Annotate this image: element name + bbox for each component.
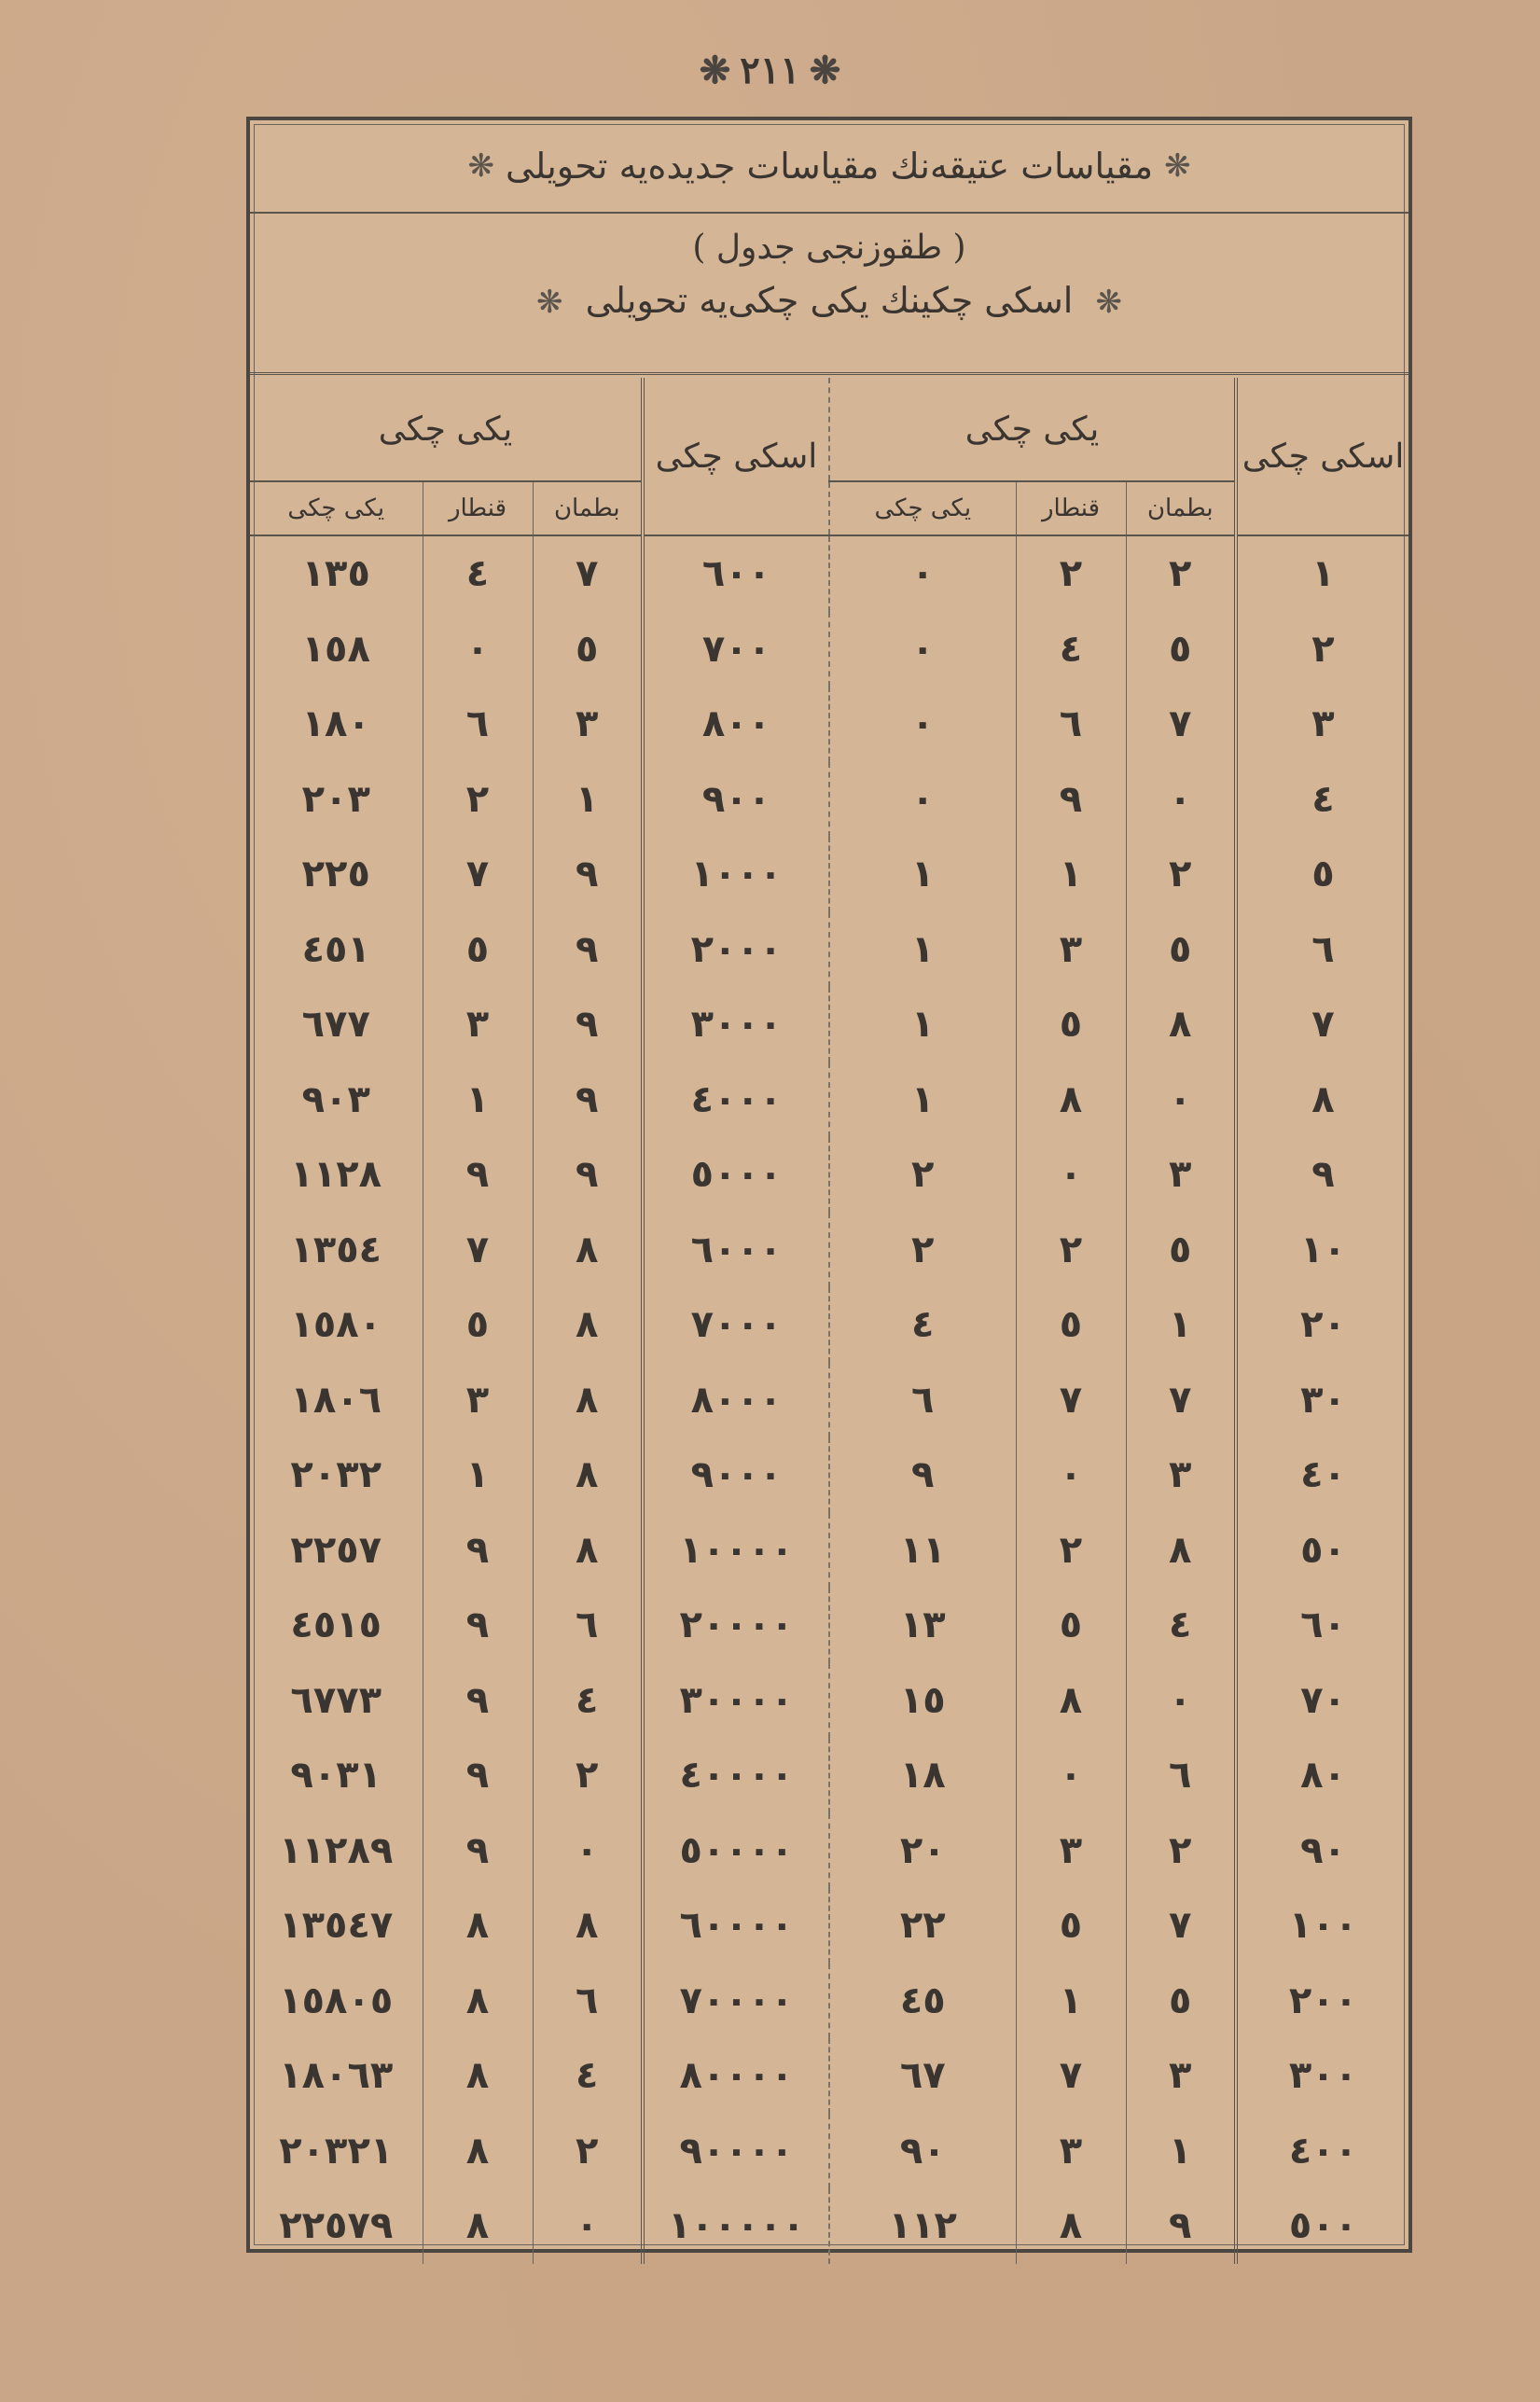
cell-kantar-right: ٥ [1016,1287,1126,1363]
cell-kantar-left: ٨ [423,2038,533,2114]
cell-old-ceki-left: ٣٠٠٠ [643,987,829,1062]
cell-batman-left: ٨ [533,1437,643,1513]
cell-new-ceki-right: ٩ [829,1437,1016,1513]
cell-batman-right: ٧ [1126,687,1236,762]
cell-batman-left: ٩ [533,1137,643,1213]
cell-batman-right: ٢ [1126,837,1236,912]
cell-kantar-right: ٠ [1016,1437,1126,1513]
cell-new-ceki-right: ٠ [829,612,1016,687]
table-row [250,535,1408,612]
cell-batman-right: ٢ [1126,1813,1236,1889]
cell-kantar-left: ٧ [423,837,533,912]
cell-kantar-right: ٨ [1016,1663,1126,1739]
cell-batman-left: ٢ [533,2114,643,2189]
conversion-table [250,378,1408,2264]
cell-kantar-left: ٥ [423,912,533,988]
cell-batman-right: ١ [1126,2114,1236,2189]
cell-new-ceki-left: ١١٢٨٩ [279,1828,394,1872]
cell-kantar-left: ٣ [423,1363,533,1438]
cell-batman-right: ٣ [1126,1137,1236,1213]
cell-new-ceki-left: ٢٢٥٧ [290,1528,382,1572]
cell-kantar-right: ٢ [1016,1213,1126,1288]
cell-batman-right: ٥ [1126,1964,1236,2039]
table-row [250,837,1408,912]
page-number-text: ٢١١ [740,49,800,92]
table-row [250,987,1408,1062]
cell-old-ceki-right: ٨ [1236,1062,1408,1138]
cell-new-ceki-left: ٢٠٣٢١ [279,2129,394,2173]
cell-old-ceki-right: ٦ [1236,912,1408,988]
cell-old-ceki-left: ٧٠٠٠ [643,1287,829,1363]
cell-batman-left: ٦ [533,1588,643,1663]
ornament-icon: ❋ [536,284,563,321]
cell-old-ceki-right: ٥٠٠ [1236,2188,1408,2264]
cell-batman-right: ١ [1126,1287,1236,1363]
cell-batman-left: ٨ [533,1363,643,1438]
cell-new-ceki-left: ٦٧٧ [301,1003,370,1047]
cell-new-ceki-right: ٢٠ [829,1813,1016,1889]
cell-old-ceki-left: ٤٠٠٠ [643,1062,829,1138]
cell-batman-right: ٥ [1126,912,1236,988]
cell-new-ceki-left: ١٥٨٠ [290,1303,382,1347]
cell-kantar-left: ٦ [423,687,533,762]
table-row [250,1588,1408,1663]
cell-batman-left: ٦ [533,1964,643,2039]
cell-new-ceki-right: ٢ [829,1137,1016,1213]
cell-old-ceki-left: ٧٠٠٠٠ [643,1964,829,2039]
cell-old-ceki-right: ٢ [1236,612,1408,687]
cell-old-ceki-right: ٣٠ [1236,1363,1408,1438]
table-row [250,612,1408,687]
cell-old-ceki-left: ١٠٠٠٠٠ [643,2188,829,2264]
cell-old-ceki-right: ١٠٠ [1236,1888,1408,1964]
cell-old-ceki-right: ٢٠٠ [1236,1964,1408,2039]
table-row [250,1813,1408,1889]
cell-kantar-right: ٥ [1016,1888,1126,1964]
cell-new-ceki-left: ١٨٠٦٣ [279,2054,394,2098]
cell-old-ceki-left: ٤٠٠٠٠ [643,1738,829,1813]
cell-old-ceki-right: ٦٠ [1236,1588,1408,1663]
cell-kantar-left: ٨ [423,1888,533,1964]
header-new-ceki-group-left: یکی چکی [250,378,643,481]
cell-kantar-left: ٨ [423,2114,533,2189]
cell-old-ceki-right: ٨٠ [1236,1738,1408,1813]
cell-old-ceki-left: ٣٠٠٠٠ [643,1663,829,1739]
header-new-ceki-left: یکی چکی [250,481,423,535]
table-row [250,1513,1408,1589]
cell-kantar-right: ٣ [1016,2114,1126,2189]
cell-batman-left: ٧ [533,535,643,612]
header-old-ceki-left: اسکی چکی [643,378,829,535]
ornament-icon: ❋ [1164,147,1191,185]
ornament-icon: ❋ [699,49,731,92]
cell-old-ceki-left: ٩٠٠٠ [643,1437,829,1513]
cell-batman-right: ٨ [1126,1513,1236,1589]
cell-kantar-left: ٧ [423,1213,533,1288]
cell-batman-left: ٥ [533,612,643,687]
cell-batman-left: ٨ [533,1287,643,1363]
cell-batman-left: ٢ [533,1738,643,1813]
page-title: مقیاسات عتیقه‌نك مقیاسات جدیده‌یه تحویلی [505,146,1154,187]
cell-old-ceki-right: ٧ [1236,987,1408,1062]
header-old-ceki-right: اسکی چکی [1236,378,1408,535]
cell-batman-right: ٣ [1126,2038,1236,2114]
cell-batman-right: ٢ [1126,535,1236,612]
cell-new-ceki-right: ١ [829,912,1016,988]
cell-old-ceki-left: ١٠٠٠٠ [643,1513,829,1589]
cell-new-ceki-right: ١٥ [829,1663,1016,1739]
cell-batman-right: ٧ [1126,1888,1236,1964]
cell-kantar-left: ٠ [423,612,533,687]
cell-old-ceki-right: ٤٠٠ [1236,2114,1408,2189]
table-row [250,1213,1408,1288]
cell-old-ceki-left: ٢٠٠٠٠ [643,1588,829,1663]
cell-new-ceki-right: ٢ [829,1213,1016,1288]
subtitle [250,280,1408,321]
table-row [250,1062,1408,1138]
cell-batman-left: ٣ [533,687,643,762]
table-row [250,1738,1408,1813]
cell-old-ceki-left: ٧٠٠ [643,612,829,687]
cell-new-ceki-left: ١٥٨ [301,627,370,671]
cell-kantar-left: ٩ [423,1738,533,1813]
cell-old-ceki-left: ٥٠٠٠٠ [643,1813,829,1889]
cell-new-ceki-left: ٢٠٣ [301,777,370,821]
cell-new-ceki-right: ٠ [829,535,1016,612]
cell-old-ceki-left: ٩٠٠٠٠ [643,2114,829,2189]
cell-batman-left: ٩ [533,912,643,988]
cell-kantar-right: ٢ [1016,535,1126,612]
cell-old-ceki-right: ٣ [1236,687,1408,762]
cell-old-ceki-right: ٥٠ [1236,1513,1408,1589]
cell-batman-right: ٠ [1126,762,1236,838]
table-row [250,1287,1408,1363]
cell-batman-left: ٠ [533,1813,643,1889]
cell-batman-left: ٩ [533,987,643,1062]
cell-new-ceki-right: ١ [829,837,1016,912]
table-row [250,762,1408,838]
table-row [250,1663,1408,1739]
cell-batman-left: ٨ [533,1513,643,1589]
cell-old-ceki-right: ٩٠ [1236,1813,1408,1889]
cell-kantar-right: ٤ [1016,612,1126,687]
cell-new-ceki-left: ١٣٥ [301,552,370,596]
cell-new-ceki-left: ٢٢٥٧٩ [279,2204,394,2248]
cell-new-ceki-right: ٤٥ [829,1964,1016,2039]
cell-old-ceki-left: ٩٠٠ [643,762,829,838]
cell-kantar-right: ٣ [1016,912,1126,988]
table-row [250,2188,1408,2264]
header-batman-left: بطمان [533,481,643,535]
table-row [250,1888,1408,1964]
cell-kantar-left: ٩ [423,1813,533,1889]
cell-new-ceki-right: ١٨ [829,1738,1016,1813]
cell-new-ceki-right: ٢٢ [829,1888,1016,1964]
table-row [250,2038,1408,2114]
cell-new-ceki-left: ٩٠٣١ [290,1754,382,1798]
cell-new-ceki-left: ١٥٨٠٥ [279,1979,394,2022]
cell-batman-left: ٠ [533,2188,643,2264]
table-row [250,1363,1408,1438]
header-kantar-left: قنطار [423,481,533,535]
cell-batman-right: ٠ [1126,1062,1236,1138]
cell-old-ceki-right: ٥ [1236,837,1408,912]
ornament-icon: ❋ [809,49,841,92]
cell-kantar-left: ٩ [423,1588,533,1663]
cell-kantar-right: ٢ [1016,1513,1126,1589]
ornament-icon: ❋ [467,147,494,185]
title-band [250,120,1408,214]
cell-new-ceki-left: ٩٠٣ [301,1077,370,1121]
cell-old-ceki-left: ٦٠٠ [643,535,829,612]
cell-batman-right: ٤ [1126,1588,1236,1663]
cell-kantar-right: ٦ [1016,687,1126,762]
cell-batman-right: ٩ [1126,2188,1236,2264]
cell-kantar-left: ٩ [423,1663,533,1739]
cell-new-ceki-left: ١٣٥٤٧ [279,1904,394,1948]
cell-kantar-left: ٢ [423,762,533,838]
cell-kantar-right: ٩ [1016,762,1126,838]
cell-new-ceki-right: ٩٠ [829,2114,1016,2189]
cell-batman-left: ٩ [533,837,643,912]
cell-kantar-right: ٥ [1016,1588,1126,1663]
cell-old-ceki-right: ٤ [1236,762,1408,838]
cell-batman-left: ١ [533,762,643,838]
cell-new-ceki-right: ٠ [829,687,1016,762]
cell-kantar-right: ٨ [1016,2188,1126,2264]
table-row [250,687,1408,762]
cell-kantar-left: ١ [423,1062,533,1138]
cell-kantar-right: ٠ [1016,1137,1126,1213]
cell-new-ceki-right: ١٣ [829,1588,1016,1663]
table-row [250,2114,1408,2189]
table-body [250,535,1408,2264]
cell-old-ceki-left: ١٠٠٠ [643,837,829,912]
cell-new-ceki-left: ١٨٠ [301,702,370,746]
table-row [250,1137,1408,1213]
cell-new-ceki-left: ٢٠٣٢ [290,1453,382,1497]
cell-kantar-left: ٩ [423,1137,533,1213]
header-new-ceki-right: یکی چکی [829,481,1016,535]
table-frame [246,117,1412,2253]
cell-old-ceki-right: ٧٠ [1236,1663,1408,1739]
cell-batman-left: ٤ [533,2038,643,2114]
cell-new-ceki-right: ٦٧ [829,2038,1016,2114]
cell-new-ceki-left: ١١٢٨ [290,1153,382,1197]
cell-batman-right: ٥ [1126,1213,1236,1288]
cell-new-ceki-left: ٤٥١٥ [290,1604,382,1647]
cell-old-ceki-right: ١ [1236,535,1408,612]
cell-old-ceki-left: ٨٠٠٠٠ [643,2038,829,2114]
cell-kantar-right: ١ [1016,837,1126,912]
cell-batman-right: ٠ [1126,1663,1236,1739]
cell-batman-left: ٩ [533,1062,643,1138]
cell-old-ceki-left: ٦٠٠٠٠ [643,1888,829,1964]
cell-kantar-right: ٧ [1016,1363,1126,1438]
subtitle-band [250,214,1408,375]
cell-kantar-left: ٤ [423,535,533,612]
cell-batman-right: ٣ [1126,1437,1236,1513]
cell-new-ceki-left: ٦٧٧٣ [290,1678,382,1722]
cell-old-ceki-right: ٢٠ [1236,1287,1408,1363]
cell-batman-left: ٤ [533,1663,643,1739]
cell-new-ceki-left: ٢٢٥ [301,853,370,896]
cell-new-ceki-right: ١١ [829,1513,1016,1589]
page-number [0,49,1540,92]
cell-new-ceki-right: ٠ [829,762,1016,838]
cell-new-ceki-left: ١٣٥٤ [290,1228,382,1271]
ornament-icon: ❋ [1095,284,1122,321]
cell-old-ceki-right: ٤٠ [1236,1437,1408,1513]
cell-new-ceki-left: ٤٥١ [301,927,370,971]
cell-new-ceki-right: ١ [829,987,1016,1062]
cell-batman-left: ٨ [533,1888,643,1964]
cell-old-ceki-right: ١٠ [1236,1213,1408,1288]
cell-batman-right: ٧ [1126,1363,1236,1438]
cell-old-ceki-left: ٥٠٠٠ [643,1137,829,1213]
cell-batman-right: ٨ [1126,987,1236,1062]
cell-old-ceki-left: ٦٠٠٠ [643,1213,829,1288]
cell-new-ceki-right: ٤ [829,1287,1016,1363]
cell-old-ceki-left: ٨٠٠ [643,687,829,762]
cell-kantar-left: ٥ [423,1287,533,1363]
cell-kantar-left: ٩ [423,1513,533,1589]
table-label: ( طقوزنجی جدول ) [692,229,966,267]
cell-new-ceki-left: ١٨٠٦ [290,1378,382,1422]
cell-batman-left: ٨ [533,1213,643,1288]
cell-new-ceki-right: ١ [829,1062,1016,1138]
header-batman-right: بطمان [1126,481,1236,535]
cell-kantar-left: ٨ [423,1964,533,2039]
cell-kantar-left: ٨ [423,2188,533,2264]
cell-new-ceki-right: ٦ [829,1363,1016,1438]
cell-batman-right: ٥ [1126,612,1236,687]
table-row [250,1964,1408,2039]
cell-kantar-right: ٧ [1016,2038,1126,2114]
subtitle-text: اسکی چکینك یکی چکی‌یه تحویلی [585,280,1074,321]
cell-batman-right: ٦ [1126,1738,1236,1813]
cell-old-ceki-right: ٣٠٠ [1236,2038,1408,2114]
cell-kantar-left: ١ [423,1437,533,1513]
cell-old-ceki-left: ٢٠٠٠ [643,912,829,988]
table-row [250,1437,1408,1513]
cell-kantar-right: ٨ [1016,1062,1126,1138]
cell-old-ceki-right: ٩ [1236,1137,1408,1213]
cell-kantar-right: ١ [1016,1964,1126,2039]
header-new-ceki-group-right: یکی چکی [829,378,1236,481]
cell-kantar-right: ٣ [1016,1813,1126,1889]
cell-kantar-left: ٣ [423,987,533,1062]
table-row [250,912,1408,988]
cell-new-ceki-right: ١١٢ [829,2188,1016,2264]
cell-kantar-right: ٥ [1016,987,1126,1062]
header-kantar-right: قنطار [1016,481,1126,535]
cell-kantar-right: ٠ [1016,1738,1126,1813]
cell-old-ceki-left: ٨٠٠٠ [643,1363,829,1438]
